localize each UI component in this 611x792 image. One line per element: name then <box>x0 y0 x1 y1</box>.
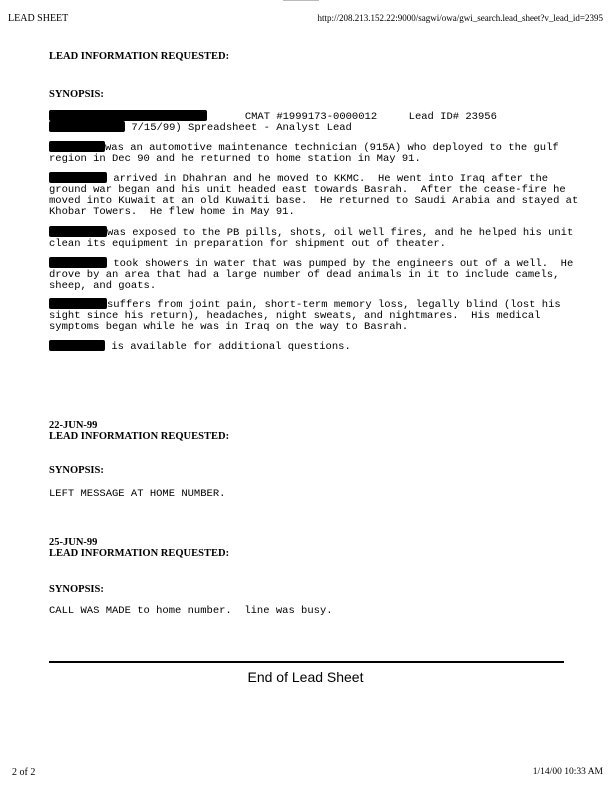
paragraph-symptoms: suffers from joint pain, short-term memory loss, legally blind (lost his sight since his return), headaches, night sweats, and nightmares. His medical symptoms began while he was in Iraq on the way to Basrah. <box>49 299 561 333</box>
redaction-bar <box>49 257 107 268</box>
paragraph-deployment: arrived in Dhahran and he moved to KKMC. He went into Iraq after the ground war began and his unit headed east towards Basrah. After the cease-fire he moved into Kuwait at an old Kuwaiti base. He returned to Saudi Arabia and stayed at Khobar Towers. He flew home in May 91. <box>49 173 579 218</box>
page-header-url: http://208.213.152.22:9000/sagwi/owa/gwi_search.lead_sheet?v_lead_id=2395 <box>317 13 603 23</box>
paragraph-water: took showers in water that was pumped by the engineers out of a well. He drove by an area that had a large number of dead animals in it to include camels, sheep, and goats. <box>49 258 574 292</box>
paragraph-availability: is available for additional questions. <box>49 340 569 353</box>
page-header-title: LEAD SHEET <box>8 13 69 24</box>
cmat-number: CMAT #1999173-0000012 <box>244 111 378 123</box>
redaction-bar <box>49 110 207 121</box>
page-number: 2 of 2 <box>12 767 36 778</box>
synopsis-heading: SYNOPSIS: <box>49 89 104 100</box>
entry-date: 22-JUN-99 <box>49 420 98 431</box>
end-divider <box>49 661 564 663</box>
lead-info-heading: LEAD INFORMATION REQUESTED: <box>49 51 230 62</box>
synopsis-text: LEFT MESSAGE AT HOME NUMBER. <box>49 488 226 500</box>
redaction-bar <box>49 141 105 152</box>
synopsis-heading: SYNOPSIS: <box>49 465 104 476</box>
redaction-bar <box>49 340 105 351</box>
synopsis-text: CALL WAS MADE to home number. line was busy. <box>49 605 333 617</box>
synopsis-heading: SYNOPSIS: <box>49 584 104 595</box>
synopsis-line-2 <box>49 121 569 134</box>
redaction-bar <box>49 121 125 132</box>
redaction-bar <box>49 172 107 183</box>
end-of-lead-sheet: End of Lead Sheet <box>247 669 364 685</box>
entry-date: 25-JUN-99 <box>49 537 98 548</box>
lead-info-heading: LEAD INFORMATION REQUESTED: <box>49 548 230 559</box>
paragraph-service: was an automotive maintenance technician (915A) who deployed to the gulf region in Dec 90 and he returned to home station in May 91. <box>49 142 559 165</box>
print-timestamp: 1/14/00 10:33 AM <box>532 767 603 777</box>
lead-date-type: 7/15/99) Spreadsheet - Analyst Lead <box>131 122 352 134</box>
lead-info-heading: LEAD INFORMATION REQUESTED: <box>49 431 230 442</box>
lead-id: Lead ID# 23956 <box>408 111 497 123</box>
paragraph-exposures: was exposed to the PB pills, shots, oil well fires, and he helped his unit clean its equipment in preparation for shipment out of theater. <box>49 227 574 250</box>
redaction-bar <box>49 226 107 237</box>
top-edge-mark <box>283 0 319 1</box>
redaction-bar <box>49 298 107 309</box>
